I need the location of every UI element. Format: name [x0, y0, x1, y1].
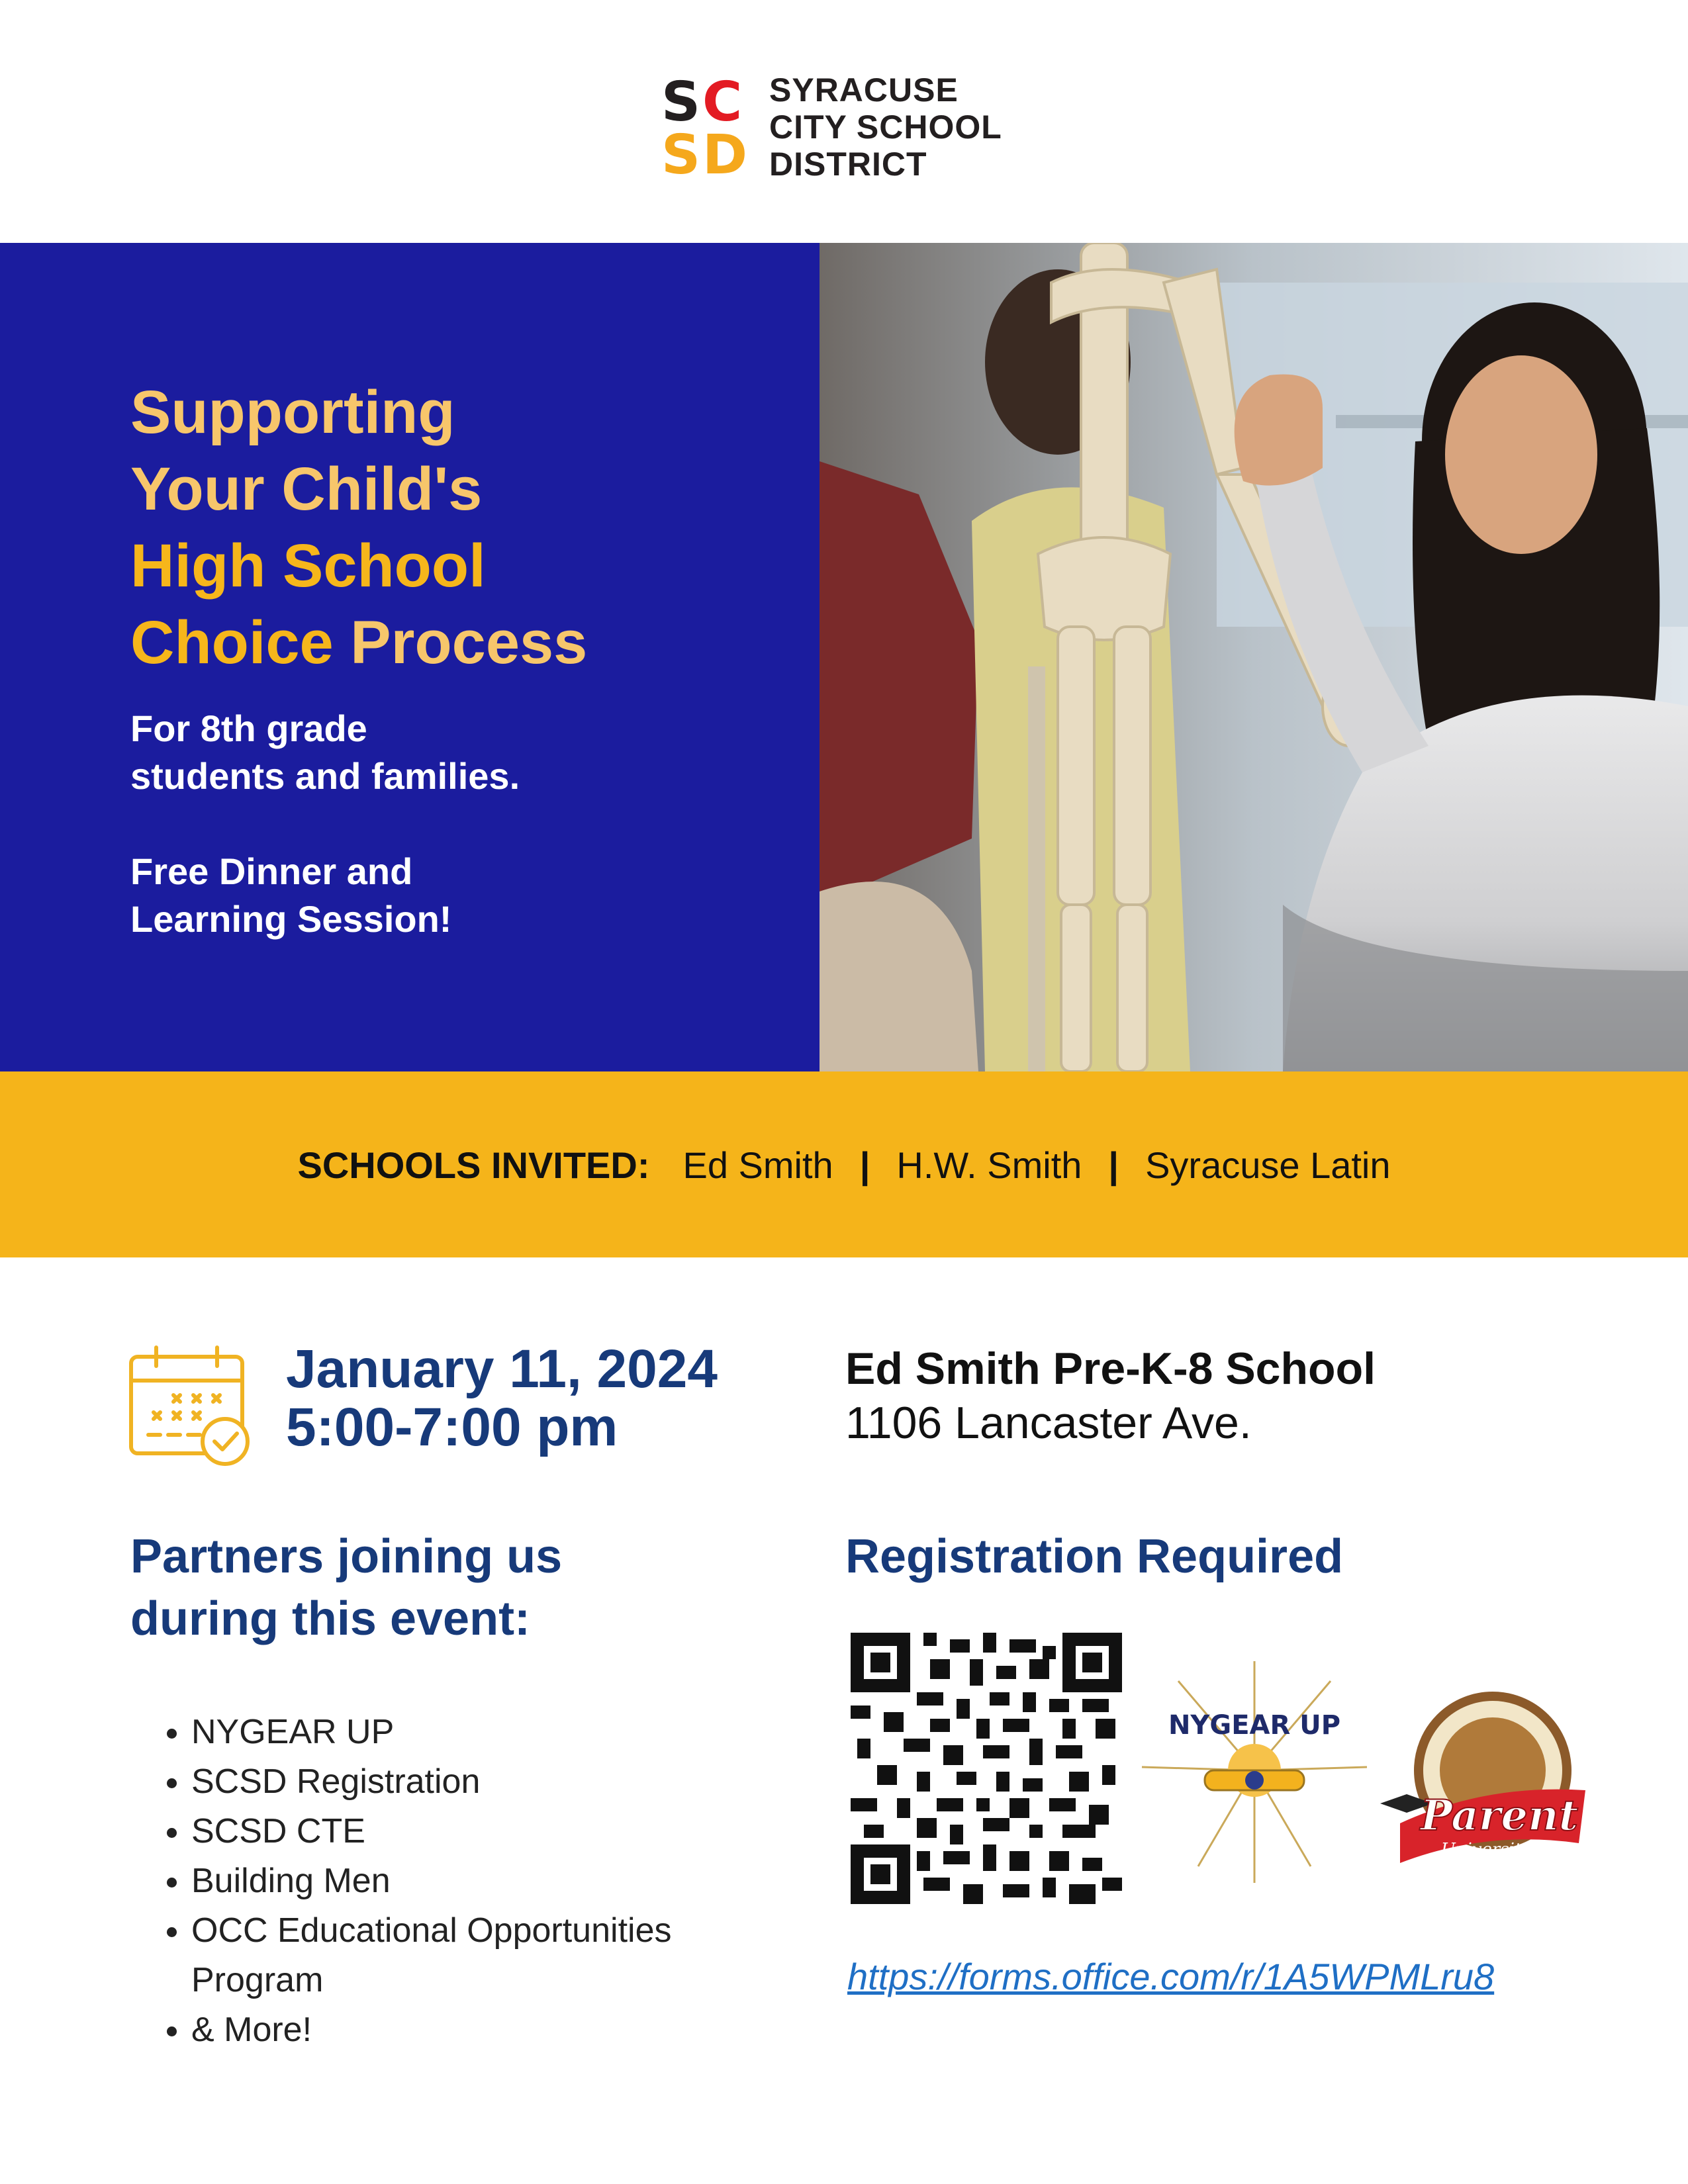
event-date-time — [286, 1340, 718, 1457]
registration-qr-code[interactable] — [851, 1633, 1122, 1904]
parent-u-text: Parent — [1420, 1791, 1579, 1841]
hero-photo-student-skeleton — [820, 243, 1688, 1071]
hero-title-line2: Your Child's — [130, 455, 483, 523]
school-ed-smith: Ed Smith — [682, 1144, 833, 1186]
school-separator: | — [1108, 1144, 1119, 1186]
hero-sub-line4: Learning Session! — [130, 898, 452, 940]
schools-label: SCHOOLS INVITED: — [297, 1144, 650, 1186]
partners-heading-line1: Partners joining us — [130, 1530, 563, 1583]
event-date: January 11, 2024 — [286, 1339, 718, 1399]
hero-sub-line1: For 8th grade — [130, 707, 367, 749]
parent-u-sub: University — [1440, 1840, 1532, 1860]
hero-title-choice: Choice — [130, 609, 334, 676]
list-item: • OCC Educational Opportunities Program — [191, 1906, 787, 2005]
logo-letter-c: C — [702, 74, 743, 134]
hero-title-line3: High School — [130, 532, 486, 600]
logo-letter-d: D — [702, 124, 748, 176]
registration-heading: Registration Required — [845, 1530, 1344, 1583]
school-separator: | — [859, 1144, 870, 1186]
list-item: • SCSD Registration — [191, 1757, 787, 1807]
list-item: • NYGEAR UP — [191, 1707, 787, 1757]
registration-link[interactable]: https://forms.office.com/r/1A5WPMLru8 — [847, 1956, 1495, 1997]
event-time: 5:00-7:00 pm — [286, 1397, 618, 1457]
calendar-check-icon — [127, 1342, 253, 1468]
partner-list — [130, 1707, 787, 2055]
venue-address: 1106 Lancaster Ave. — [845, 1398, 1252, 1448]
partners-heading-line2: during this event: — [130, 1592, 531, 1645]
org-name: SYRACUSE CITY SCHOOL DISTRICT — [769, 71, 1002, 183]
hero-title-line1: Supporting — [130, 379, 455, 446]
venue-name: Ed Smith Pre-K-8 School — [845, 1343, 1376, 1394]
school-hw-smith: H.W. Smith — [896, 1144, 1082, 1186]
partners-heading — [130, 1525, 726, 1650]
logo-letter-s1: S — [661, 74, 701, 134]
hero-sub-line2: students and families. — [130, 755, 520, 797]
parent-university-logo — [1374, 1691, 1592, 1883]
school-syracuse-latin: Syracuse Latin — [1145, 1144, 1391, 1186]
schools-invited — [0, 1144, 1688, 1187]
logo-letter-s2: S — [661, 124, 701, 176]
hero-title-process: Process — [333, 609, 588, 676]
list-item: • Building Men — [191, 1856, 787, 1906]
list-item: • & More! — [191, 2005, 787, 2055]
hero-sub-line3: Free Dinner and — [130, 850, 413, 892]
nygear-logo-text: NYGEAR UP — [1168, 1710, 1341, 1741]
hero-title-line4 — [130, 604, 792, 681]
hero-title — [130, 374, 792, 681]
scsd-logo-icon — [659, 74, 751, 176]
nygear-up-logo — [1139, 1655, 1370, 1886]
hero-subtitle — [130, 705, 726, 943]
list-item: • SCSD CTE — [191, 1807, 787, 1856]
